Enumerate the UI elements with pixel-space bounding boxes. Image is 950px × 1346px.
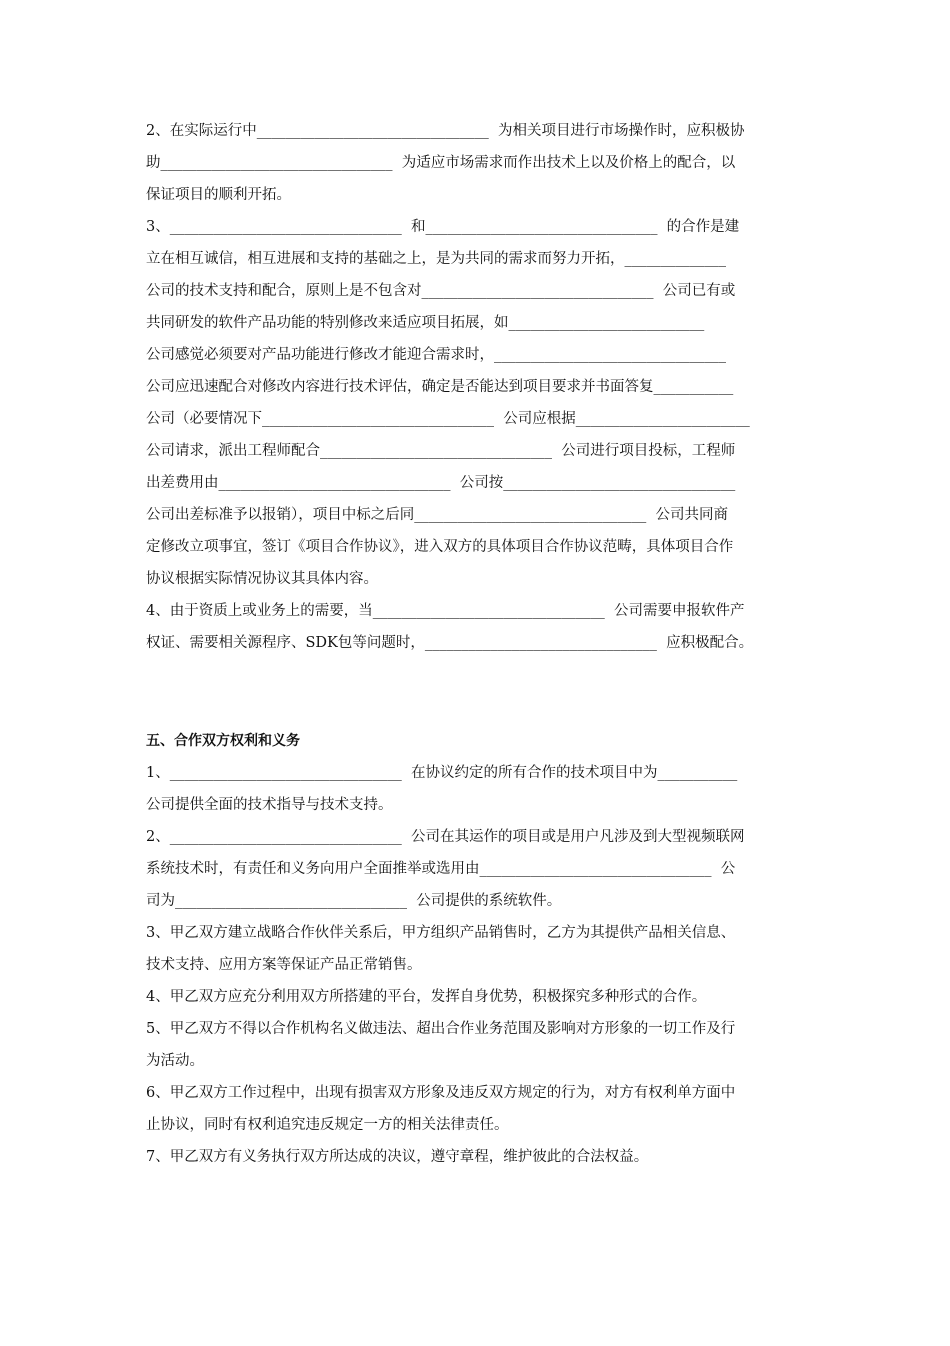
text-line: 公司应迅速配合对修改内容进行技术评估，确定是否能达到项目要求并书面答复___________: [146, 379, 734, 395]
text-line: 保证项目的顺利开拓。: [146, 187, 291, 203]
text-line: 公司的技术支持和配合，原则上是不包含对________________________________ 公司已有或: [146, 283, 736, 299]
section-heading: 五、合作双方权利和义务: [146, 733, 300, 749]
text-line: 6、甲乙双方工作过程中，出现有损害双方形象及违反双方规定的行为，对方有权利单方面中: [146, 1085, 736, 1101]
text-line: 4、甲乙双方应充分利用双方所搭建的平台，发挥自身优势，积极探究多种形式的合作。: [146, 989, 707, 1005]
text-line: 1、________________________________ 在协议约定的所有合作的技术项目中为___________: [146, 765, 738, 781]
text-line: 公司出差标准予以报销），项目中标之后同________________________________ 公司共同商: [146, 507, 728, 523]
text-line: 共同研发的软件产品功能的特别修改来适应项目拓展，如___________________________: [146, 315, 705, 331]
text-line: 定修改立项事宜，签订《项目合作协议》，进入双方的具体项目合作协议范畴，具体项目合作: [146, 539, 734, 555]
text-line: 止协议，同时有权利追究违反规定一方的相关法律责任。: [146, 1117, 509, 1133]
text-line: 出差费用由________________________________ 公司按________________________________: [146, 475, 736, 491]
text-line: 技术支持、应用方案等保证产品正常销售。: [146, 957, 422, 973]
text-line: 权证、需要相关源程序、SDK包等问题时，________________________________ 应积极配合。: [146, 635, 754, 651]
text-line: 2、________________________________ 公司在其运作的项目或是用户凡涉及到大型视频联网: [146, 829, 745, 845]
text-line: 助________________________________ 为适应市场需求而作出技术上以及价格上的配合，以: [146, 155, 736, 171]
text-line: 公司请求，派出工程师配合________________________________ 公司进行项目投标，工程师: [146, 443, 736, 459]
text-line: 协议根据实际情况协议其具体内容。: [146, 571, 378, 587]
text-line: 2、在实际运行中________________________________ 为相关项目进行市场操作时，应积极协: [146, 123, 745, 139]
text-line: 为活动。: [146, 1053, 204, 1069]
text-line: 司为________________________________ 公司提供的系统软件。: [146, 893, 562, 909]
text-line: 4、由于资质上或业务上的需要，当________________________________ 公司需要申报软件产: [146, 603, 745, 619]
text-line: 公司感觉必须要对产品功能进行修改才能迎合需求时，________________________________: [146, 347, 726, 363]
text-line: 7、甲乙双方有义务执行双方所达成的决议，遵守章程，维护彼此的合法权益。: [146, 1149, 649, 1165]
text-line: 5、甲乙双方不得以合作机构名义做违法、超出合作业务范围及影响对方形象的一切工作及行: [146, 1021, 736, 1037]
text-line: 立在相互诚信，相互进展和支持的基础之上，是为共同的需求而努力开拓，______________: [146, 251, 726, 267]
text-line: 系统技术时，有责任和义务向用户全面推举或选用由________________________________ 公: [146, 861, 736, 877]
text-line: 公司（必要情况下________________________________ 公司应根据________________________: [146, 411, 750, 427]
text-line: 3、甲乙双方建立战略合作伙伴关系后，甲方组织产品销售时，乙方为其提供产品相关信息、: [146, 925, 736, 941]
text-line: 公司提供全面的技术指导与技术支持。: [146, 797, 393, 813]
text-line: 3、________________________________ 和________________________________ 的合作是建: [146, 219, 740, 235]
